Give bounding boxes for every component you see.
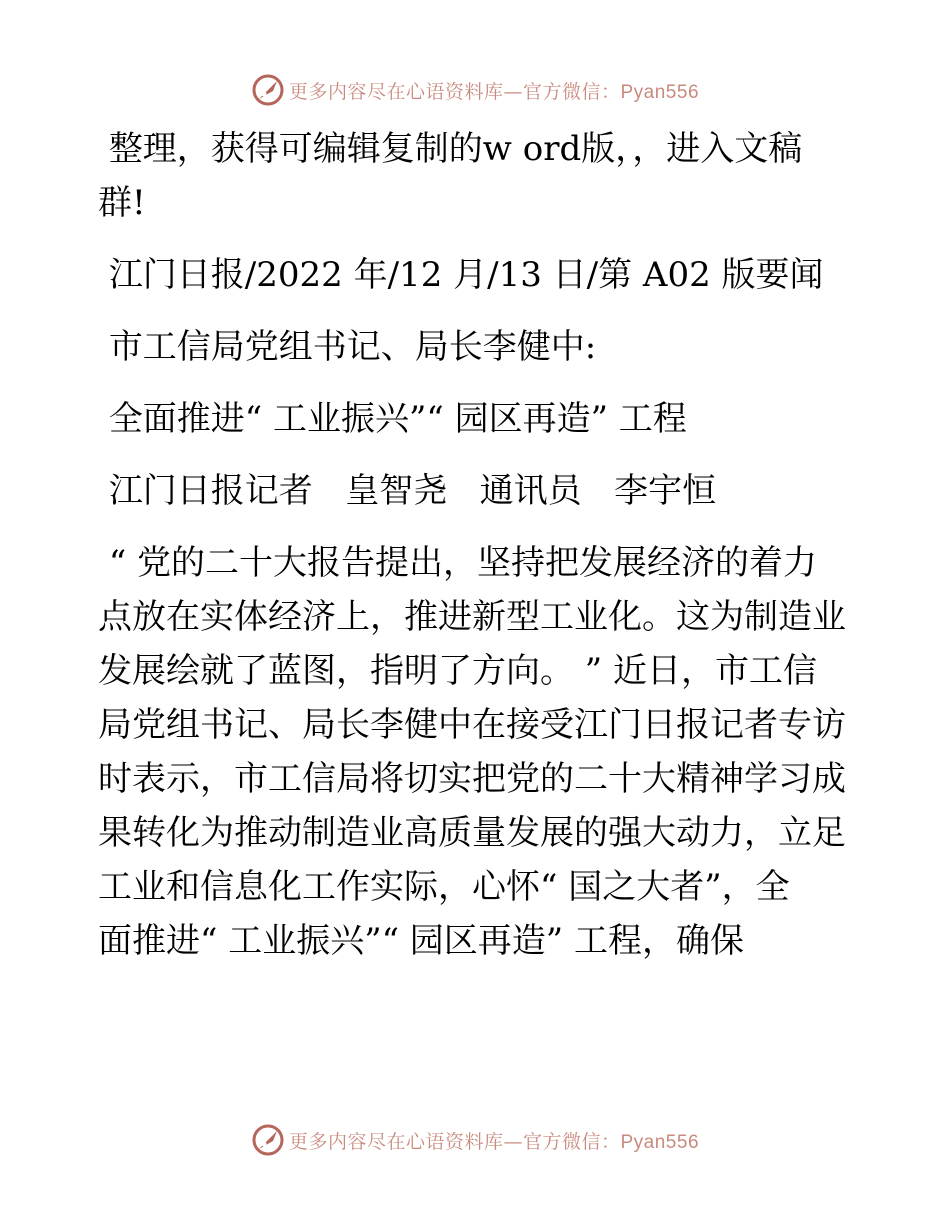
- intro-line-2: 群!: [98, 183, 146, 223]
- body-line: “ 党的二十大报告提出，坚持把发展经济的着力: [98, 543, 818, 583]
- body-line: 面推进“ 工业振兴”“ 园区再造” 工程，确保: [98, 921, 744, 961]
- body-text: [98, 536, 858, 968]
- byline: 江门日报记者 皇智尧 通讯员 李宇恒: [98, 471, 717, 511]
- source-line: 江门日报/2022 年/12 月/13 日/第 A02 版要闻: [98, 255, 824, 295]
- subtitle-line: 市工信局党组书记、局长李健中:: [98, 327, 597, 367]
- body-line: 点放在实体经济上，推进新型工业化。这为制造业: [98, 597, 846, 637]
- footer-watermark-banner: [0, 1120, 950, 1160]
- wechat-id: Pyan556: [620, 81, 700, 103]
- body-line: 发展绘就了蓝图，指明了方向。 ” 近日，市工信: [98, 651, 817, 691]
- header-watermark-banner: [0, 70, 950, 110]
- watermark-text: 更多内容尽在心语资料库—官方微信：Pyan556: [288, 1130, 700, 1153]
- body-line: 工业和信息化工作实际，心怀“ 国之大者”，全: [98, 867, 790, 907]
- watermark-text: 更多内容尽在心语资料库—官方微信：Pyan556: [288, 80, 700, 103]
- wechat-id: Pyan556: [620, 1131, 700, 1153]
- headline: 全面推进“ 工业振兴”“ 园区再造” 工程: [98, 399, 687, 439]
- body-line: 局党组书记、局长李健中在接受江门日报记者专访: [98, 705, 846, 745]
- body-line: 时表示，市工信局将切实把党的二十大精神学习成: [98, 759, 846, 799]
- quill-seal-icon: [251, 73, 285, 107]
- intro-line-1: 整理，获得可编辑复制的w ord版，，进入文稿: [98, 129, 803, 169]
- quill-seal-icon: [251, 1123, 285, 1157]
- body-line: 果转化为推动制造业高质量发展的强大动力，立足: [98, 813, 846, 853]
- document-page: [98, 118, 858, 968]
